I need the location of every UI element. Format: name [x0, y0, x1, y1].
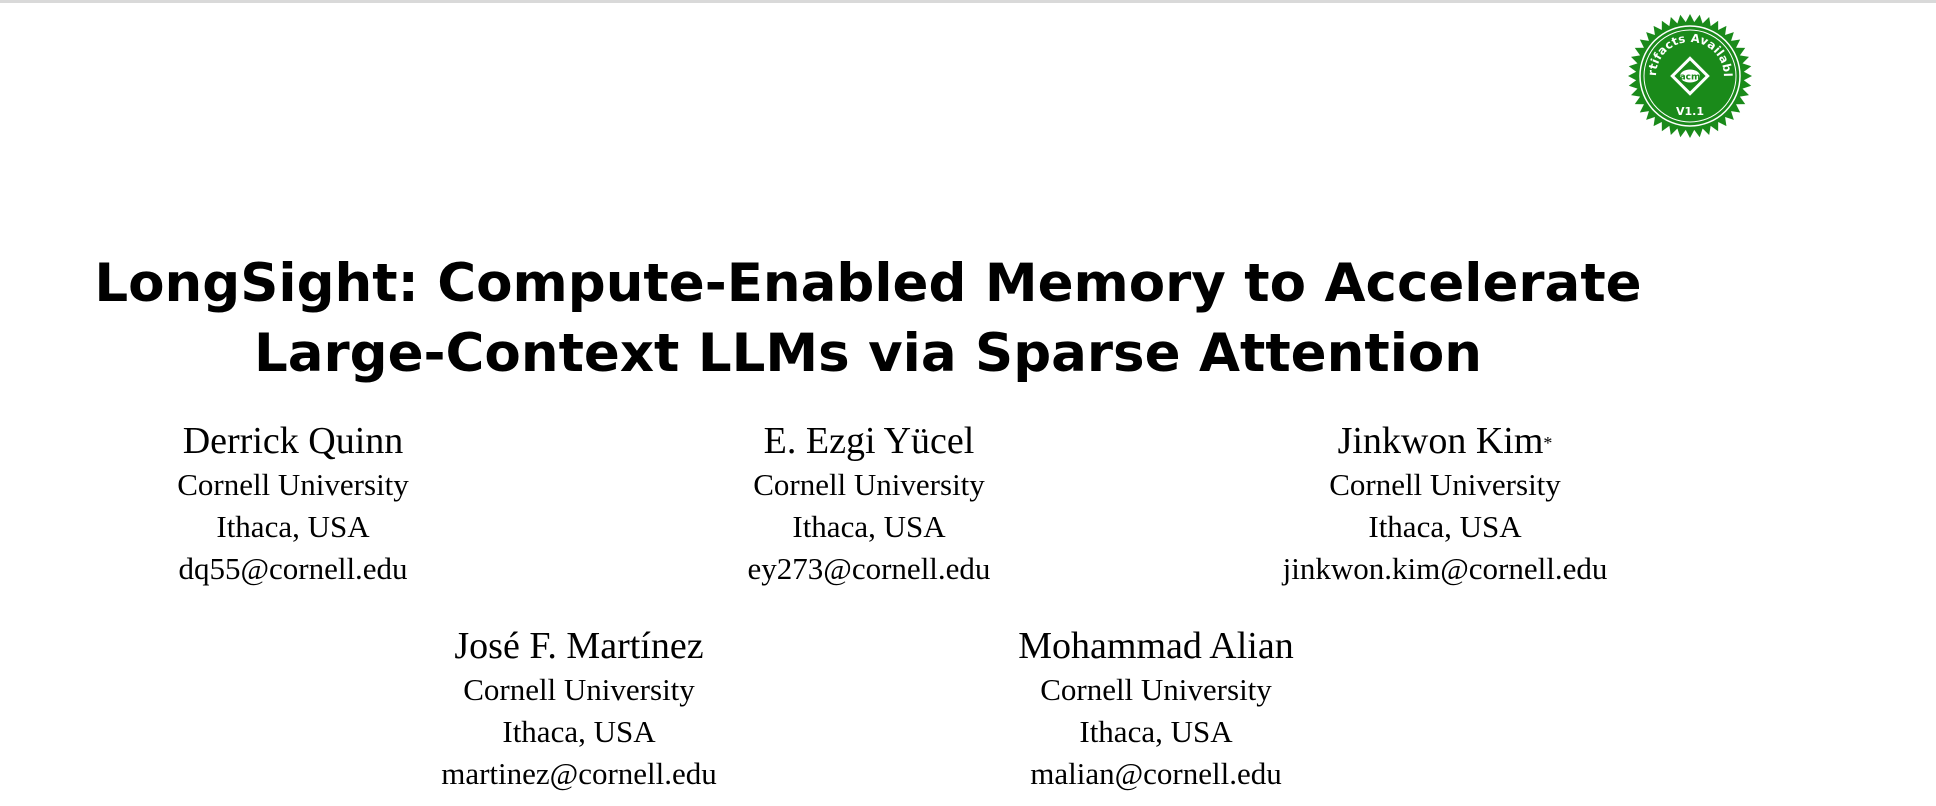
paper-title-line-2: Large-Context LLMs via Sparse Attention	[253, 323, 1483, 384]
author-affiliation: Cornell University	[753, 467, 985, 502]
author-block	[83, 420, 503, 590]
author-email[interactable]: jinkwon.kim@cornell.edu	[1282, 551, 1608, 586]
author-name	[659, 420, 1079, 464]
author-name	[946, 625, 1366, 669]
page-top-border	[0, 0, 1936, 3]
badge-center-text: acm	[1679, 72, 1701, 83]
author-location: Ithaca, USA	[216, 509, 370, 544]
author-location: Ithaca, USA	[1079, 714, 1233, 749]
author-email[interactable]: dq55@cornell.edu	[178, 551, 408, 586]
badge-top-text: rtifacts Availabl	[1644, 30, 1736, 78]
author-email[interactable]: ey273@cornell.edu	[747, 551, 991, 586]
paper-title-line-1: LongSight: Compute-Enabled Memory to Accelerate	[94, 253, 1642, 314]
author-block	[1235, 420, 1655, 590]
author-footnote-mark: *	[1543, 433, 1553, 453]
author-name-text: E. Ezgi Yücel	[763, 420, 975, 462]
author-email[interactable]: malian@cornell.edu	[1030, 756, 1282, 791]
author-email[interactable]: martinez@cornell.edu	[441, 756, 717, 791]
author-block	[369, 625, 789, 795]
author-name-text: Jinkwon Kim	[1337, 420, 1544, 462]
author-location: Ithaca, USA	[1368, 509, 1522, 544]
author-name	[83, 420, 503, 464]
badge-version-text: V1.1	[1676, 105, 1704, 118]
author-affiliation: Cornell University	[177, 467, 409, 502]
acm-artifacts-available-badge-icon	[1626, 12, 1754, 140]
author-name	[1235, 420, 1655, 464]
author-name-text: Derrick Quinn	[182, 420, 404, 462]
author-name-text: José F. Martínez	[454, 625, 704, 667]
author-block	[946, 625, 1366, 795]
author-block	[659, 420, 1079, 590]
author-name-text: Mohammad Alian	[1018, 625, 1294, 667]
author-affiliation: Cornell University	[1040, 672, 1272, 707]
author-name	[369, 625, 789, 669]
author-location: Ithaca, USA	[502, 714, 656, 749]
author-affiliation: Cornell University	[1329, 467, 1561, 502]
author-affiliation: Cornell University	[463, 672, 695, 707]
author-location: Ithaca, USA	[792, 509, 946, 544]
